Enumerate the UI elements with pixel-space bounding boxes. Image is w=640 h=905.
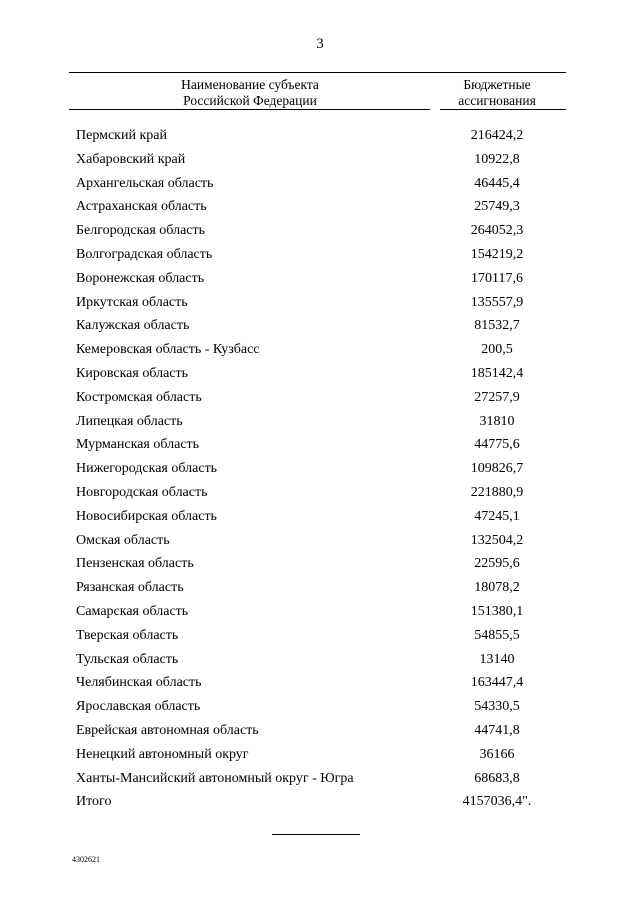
amount-header-bottom-rule (440, 109, 566, 110)
table-row-name: Рязанская область (76, 580, 184, 596)
table-row-name: Еврейская автономная область (76, 723, 259, 738)
table-row-value: 13140 (479, 651, 515, 667)
table-row-value: 151380,1 (470, 604, 524, 619)
page-number: 3 (316, 36, 324, 52)
table-row-value: 200,5 (481, 342, 513, 358)
table-row-name: Ярославская область (76, 699, 201, 715)
table-row-value: 68683,8 (474, 770, 520, 786)
table-row-name: Челябинская область (76, 675, 202, 691)
subject-header-bottom-rule (69, 109, 430, 110)
document-code: 4302621 (72, 855, 100, 864)
table-row-value: 109826,7 (470, 461, 524, 477)
subject-column-header-line1: Наименование субъекта (181, 77, 319, 92)
table-row-name: Архангельская область (76, 175, 214, 191)
table-row-value: 44741,8 (474, 723, 520, 738)
table-row-value: 22595,6 (474, 556, 520, 572)
table-row-value: 154219,2 (470, 247, 524, 262)
table-row-value: 25749,3 (474, 199, 520, 215)
table-row-value: 54855,5 (474, 627, 520, 643)
table-row-value: 4157036,4". (462, 794, 532, 810)
table-row-value: 185142,4 (470, 366, 524, 381)
table-row-value: 18078,2 (474, 580, 520, 596)
amount-column-header-line2: ассигнования (458, 93, 536, 108)
table-row-name: Кировская область (76, 366, 189, 381)
table-row-name: Хабаровский край (76, 151, 186, 167)
amount-column-header-line1: Бюджетные (463, 77, 531, 92)
table-row-name: Итого (76, 794, 112, 810)
table-row-name: Пермский край (76, 128, 167, 143)
subject-column-header (130, 77, 370, 109)
end-rule (272, 834, 360, 835)
table-row-value: 31810 (479, 413, 515, 429)
table-row-name: Ханты-Мансийский автономный округ - Югра (76, 770, 354, 786)
table-row-name: Белгородская область (76, 223, 206, 239)
table-row-name: Иркутская область (76, 294, 188, 310)
table-row-name: Новосибирская область (76, 508, 217, 524)
table-row-value: 216424,2 (470, 128, 524, 143)
table-row-name: Тульская область (76, 651, 179, 667)
amount-column-header (432, 77, 562, 109)
table-row-name: Пензенская область (76, 556, 194, 572)
table-row-name: Новгородская область (76, 485, 208, 500)
table-row-name: Воронежская область (76, 270, 205, 286)
table-row-name: Калужская область (76, 318, 190, 334)
table-row-value: 54330,5 (474, 699, 520, 715)
table-row-name: Липецкая область (76, 413, 183, 429)
table-row-value: 163447,4 (470, 675, 524, 691)
table-row-value: 36166 (479, 746, 515, 762)
table-row-value: 132504,2 (470, 532, 524, 548)
table-row-name: Астраханская область (76, 199, 207, 215)
table-row-name: Самарская область (76, 604, 189, 619)
table-row-name: Мурманская область (76, 437, 200, 453)
table-top-rule (69, 72, 566, 73)
subject-column-header-line2: Российской Федерации (183, 93, 317, 108)
table-row-value: 264052,3 (470, 223, 524, 239)
table-row-value: 81532,7 (474, 318, 520, 334)
table-row-value: 170117,6 (471, 270, 523, 286)
table-row-name: Омская область (76, 532, 170, 548)
table-row-name: Кемеровская область - Кузбасс (76, 342, 260, 358)
table-row-value: 10922,8 (474, 151, 520, 167)
table-row-name: Тверская область (76, 627, 179, 643)
table-row-value: 47245,1 (474, 508, 520, 524)
table-row-name: Волгоградская область (76, 247, 213, 262)
table-row-value: 135557,9 (470, 294, 524, 310)
table-row-name: Нижегородская область (76, 461, 218, 477)
table-row-value: 44775,6 (474, 437, 520, 453)
table-row-value: 46445,4 (474, 175, 520, 191)
table-row-value: 221880,9 (470, 485, 524, 500)
table-row-name: Ненецкий автономный округ (76, 746, 249, 762)
table-row-value: 27257,9 (474, 389, 520, 405)
table-row-name: Костромская область (76, 389, 202, 405)
